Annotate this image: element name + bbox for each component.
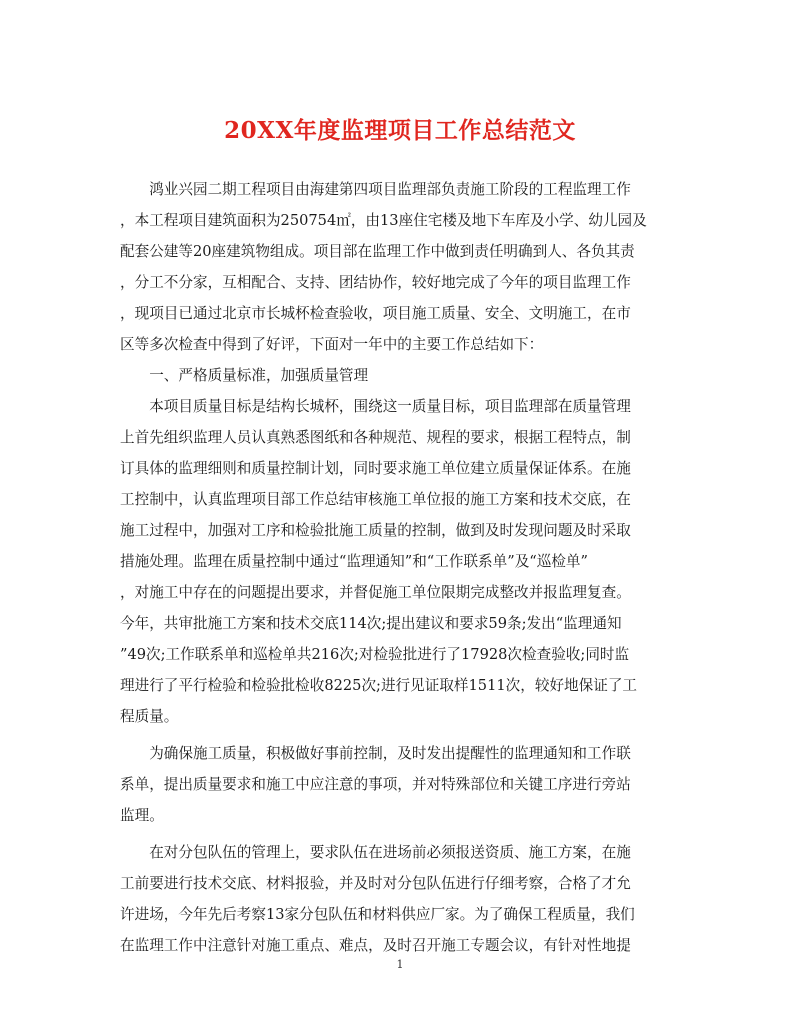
body-line: 监理。 xyxy=(120,807,164,824)
body-line: 工控制中，认真监理项目部工作总结审核施工单位报的施工方案和技术交底，在 xyxy=(120,491,631,508)
body-line: ，现项目已通过北京市长城杯检查验收，项目施工质量、安全、文明施工，在市 xyxy=(120,305,631,322)
body-line: 工前要进行技术交底、材料报验，并及时对分包队伍进行仔细考察，合格了才允 xyxy=(120,875,631,892)
body-line: 配套公建等20座建筑物组成。项目部在监理工作中做到责任明确到人、各负其责 xyxy=(120,243,635,260)
body-line: 鸿业兴园二期工程项目由海建第四项目监理部负责施工阶段的工程监理工作 xyxy=(120,181,631,198)
body-line: ，分工不分家，互相配合、支持、团结协作，较好地完成了今年的项目监理工作 xyxy=(120,274,631,291)
page-number: 1 xyxy=(396,958,404,971)
body-line: ”49次;工作联系单和巡检单共216次;对检验批进行了17928次检查验收;同时监 xyxy=(120,646,630,663)
document-title: 20XX年度监理项目工作总结范文 xyxy=(224,117,576,144)
body-line: 程质量。 xyxy=(120,708,179,725)
body-line: 上首先组织监理人员认真熟悉图纸和各种规范、规程的要求，根据工程特点，制 xyxy=(120,429,631,446)
body-line: 本项目质量目标是结构长城杯，围绕这一质量目标，项目监理部在质量管理 xyxy=(120,398,631,415)
body-line: 许进场，今年先后考察13家分包队伍和材料供应厂家。为了确保工程质量，我们 xyxy=(120,906,635,923)
body-line: 区等多次检查中得到了好评，下面对一年中的主要工作总结如下： xyxy=(120,336,544,353)
body-line: 为确保施工质量，积极做好事前控制，及时发出提醒性的监理通知和工作联 xyxy=(120,745,631,762)
section-heading: 一、严格质量标准，加强质量管理 xyxy=(120,367,369,384)
body-line: 今年，共审批施工方案和技术交底114次;提出建议和要求59条;发出“监理通知 xyxy=(120,615,622,632)
body-line: ，本工程项目建筑面积为250754㎡，由13座住宅楼及地下车库及小学、幼儿园及 xyxy=(120,212,647,229)
body-line: 措施处理。监理在质量控制中通过“监理通知”和“工作联系单”及“巡检单” xyxy=(120,553,588,570)
body-line: 订具体的监理细则和质量控制计划，同时要求施工单位建立质量保证体系。在施 xyxy=(120,460,631,477)
body-line: 在对分包队伍的管理上，要求队伍在进场前必须报送资质、施工方案，在施 xyxy=(120,844,631,861)
body-line: 理进行了平行检验和检验批检收8225次;进行见证取样1511次，较好地保证了工 xyxy=(120,677,638,694)
body-line: 施工过程中，加强对工序和检验批施工质量的控制，做到及时发现问题及时采取 xyxy=(120,522,631,539)
body-line: 在监理工作中注意针对施工重点、难点，及时召开施工专题会议，有针对性地提 xyxy=(120,937,631,954)
body-line: 系单，提出质量要求和施工中应注意的事项，并对特殊部位和关键工序进行旁站 xyxy=(120,776,631,793)
body-line: ，对施工中存在的问题提出要求，并督促施工单位限期完成整改并报监理复查。 xyxy=(120,584,631,601)
